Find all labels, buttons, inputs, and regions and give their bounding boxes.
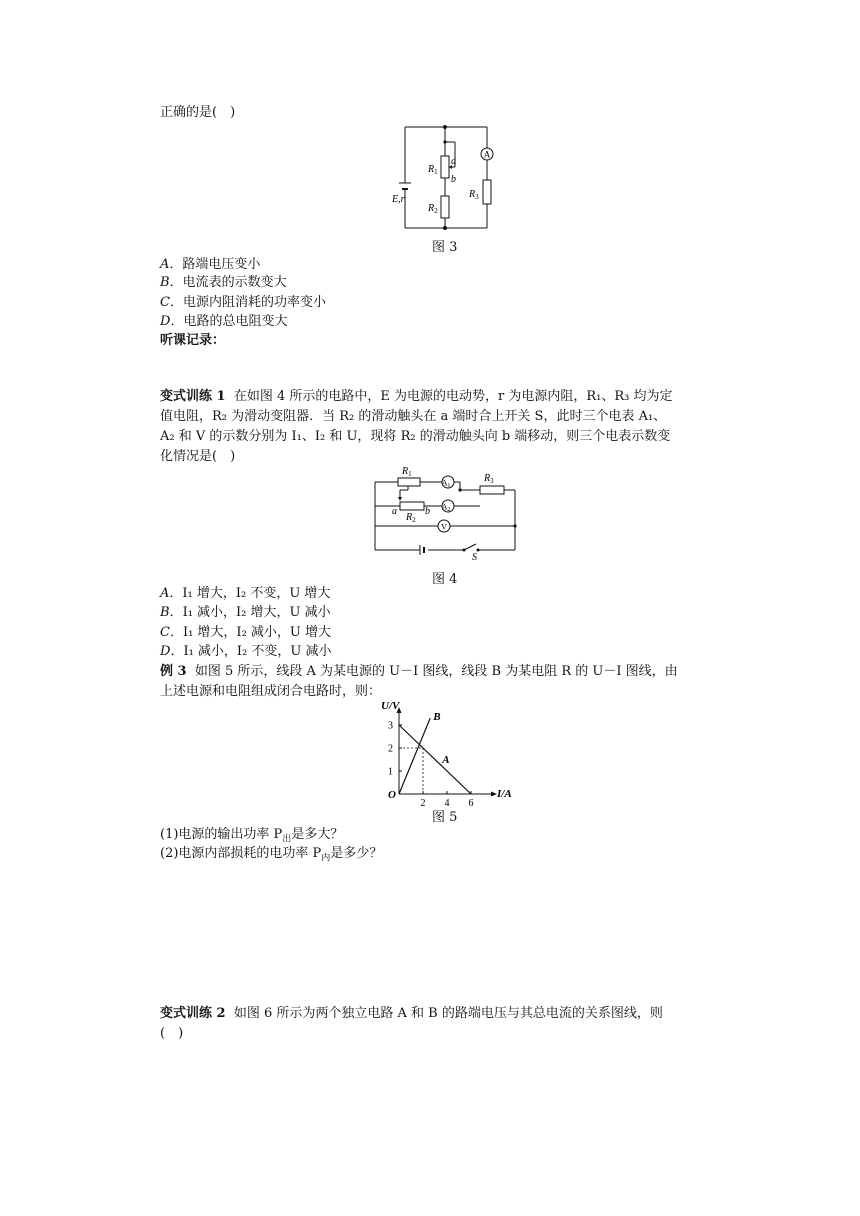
series-line-a [399,725,471,794]
series-label-b: B [433,711,441,724]
ex1-title: 变式训练 1 [160,389,226,404]
r1-sub: 1 [408,470,412,478]
figure-5-caption: 图 5 [432,810,458,825]
r2-label: R [406,512,413,523]
figure-5-chart [372,700,522,810]
q1-option-c: C．电源内阻消耗的功率变小 [160,295,326,310]
ex3-question-1: (1)电源的输出功率 $P_出$是多大？ [160,827,344,845]
x-tick-label: 4 [444,798,450,809]
series-label-a: A [442,753,450,766]
q1-option-d: D．电路的总电阻变大 [160,314,288,329]
y-axis-label: U/V [381,700,400,712]
origin-label: O [388,789,396,801]
ammeter-label: A [483,149,491,160]
r1-resistor [441,156,449,178]
r3-sub: 3 [490,477,494,485]
y-tick-label: 3 [388,720,393,732]
notes-label: 听课记录： [160,333,226,348]
slider-a-label: a [392,506,397,517]
a2-label: A [441,502,448,512]
ex1-line-1: 变式训练 1 在如图 4 所示的电路中，E 为电源的电动势，r 为电源内阻，R₁、R₃ 均为定 [160,389,673,404]
svg-text:R3 [468,189,479,201]
r2-label: R [428,203,435,214]
slider-b-label: b [425,506,430,517]
q1-option-a: A．路端电压变小 [160,257,261,272]
r3-label: R [469,189,476,200]
r1-sub: 1 [434,168,438,176]
svg-text:R2 [427,203,438,215]
svg-text:R3 [483,473,494,485]
figure-4-caption: 图 4 [432,572,458,587]
intro-text: 正确的是( ) [160,105,236,120]
x-tick-label: 2 [420,798,426,809]
ex1-option-a: A．I₁ 增大，I₂ 不变，U 增大 [160,586,331,601]
x-tick-label: 6 [468,798,474,809]
ex2-line-1: 变式训练 2 如图 6 所示为两个独立电路 A 和 B 的路端电压与其总电流的关系图线，则 [160,1006,663,1021]
y-tick-label: 1 [388,766,393,778]
ex3-title: 例 3 [160,664,187,679]
switch-label: S [472,552,477,563]
a2-sub: 2 [447,507,451,513]
v-label: V [441,522,447,532]
ex3-question-2: (2)电源内部损耗的电功率 $P_内$是多少？ [160,846,383,864]
r3-label: R [484,473,491,484]
ex3-line-2: 上述电源和电阻组成闭合电路时，则： [160,684,382,699]
ex2-line-2: ( ) [160,1026,184,1041]
a1-label: A [441,478,448,488]
svg-text:R2 [405,512,416,524]
svg-text:R1 [401,466,412,478]
r2-resistor [441,196,449,218]
r1-resistor [398,478,420,486]
r2-sub: 2 [412,516,416,524]
x-axis-label: I/A [497,788,512,800]
ex1-line-2: 值电阻，R₂ 为滑动变阻器．当 R₂ 的滑动触头在 a 端时合上开关 S，此时三个电表 A₁、 [160,409,667,424]
r3-resistor [483,180,491,204]
slider-a-label: a [451,156,456,167]
r3-sub: 3 [475,193,479,201]
ex3-line-1: 例 3 如图 5 所示，线段 A 为某电源的 U－I 图线，线段 B 为某电阻 R 的 U－I 图线，由 [160,664,678,679]
a1-sub: 1 [447,483,451,489]
ex1-option-b: B．I₁ 减小，I₂ 增大，U 减小 [160,605,331,620]
q1-option-b: B．电流表的示数变大 [160,275,287,290]
y-tick-label: 2 [388,743,393,755]
figure-3-caption: 图 3 [432,240,458,255]
ex1-line-3: A₂ 和 V 的示数分别为 I₁、I₂ 和 U，现将 R₂ 的滑动触头向 b 端移动，则三个电表示数变 [160,429,671,444]
slider-b-label: b [451,174,456,185]
r2-resistor [400,502,424,510]
r1-label: R [428,164,435,175]
figure-3-circuit [390,120,500,235]
figure-4-circuit [372,462,520,566]
svg-text:R1 [427,164,438,176]
battery-label: E,r [392,194,405,205]
r3-resistor [480,486,504,494]
ex1-line-4: 化情况是( ) [160,449,236,464]
r2-sub: 2 [434,207,438,215]
ex1-option-d: D．I₁ 减小，I₂ 不变，U 减小 [160,644,332,659]
r1-label: R [402,466,409,477]
ex1-option-c: C．I₁ 增大，I₂ 减小，U 增大 [160,625,331,640]
ex2-title: 变式训练 2 [160,1006,226,1021]
